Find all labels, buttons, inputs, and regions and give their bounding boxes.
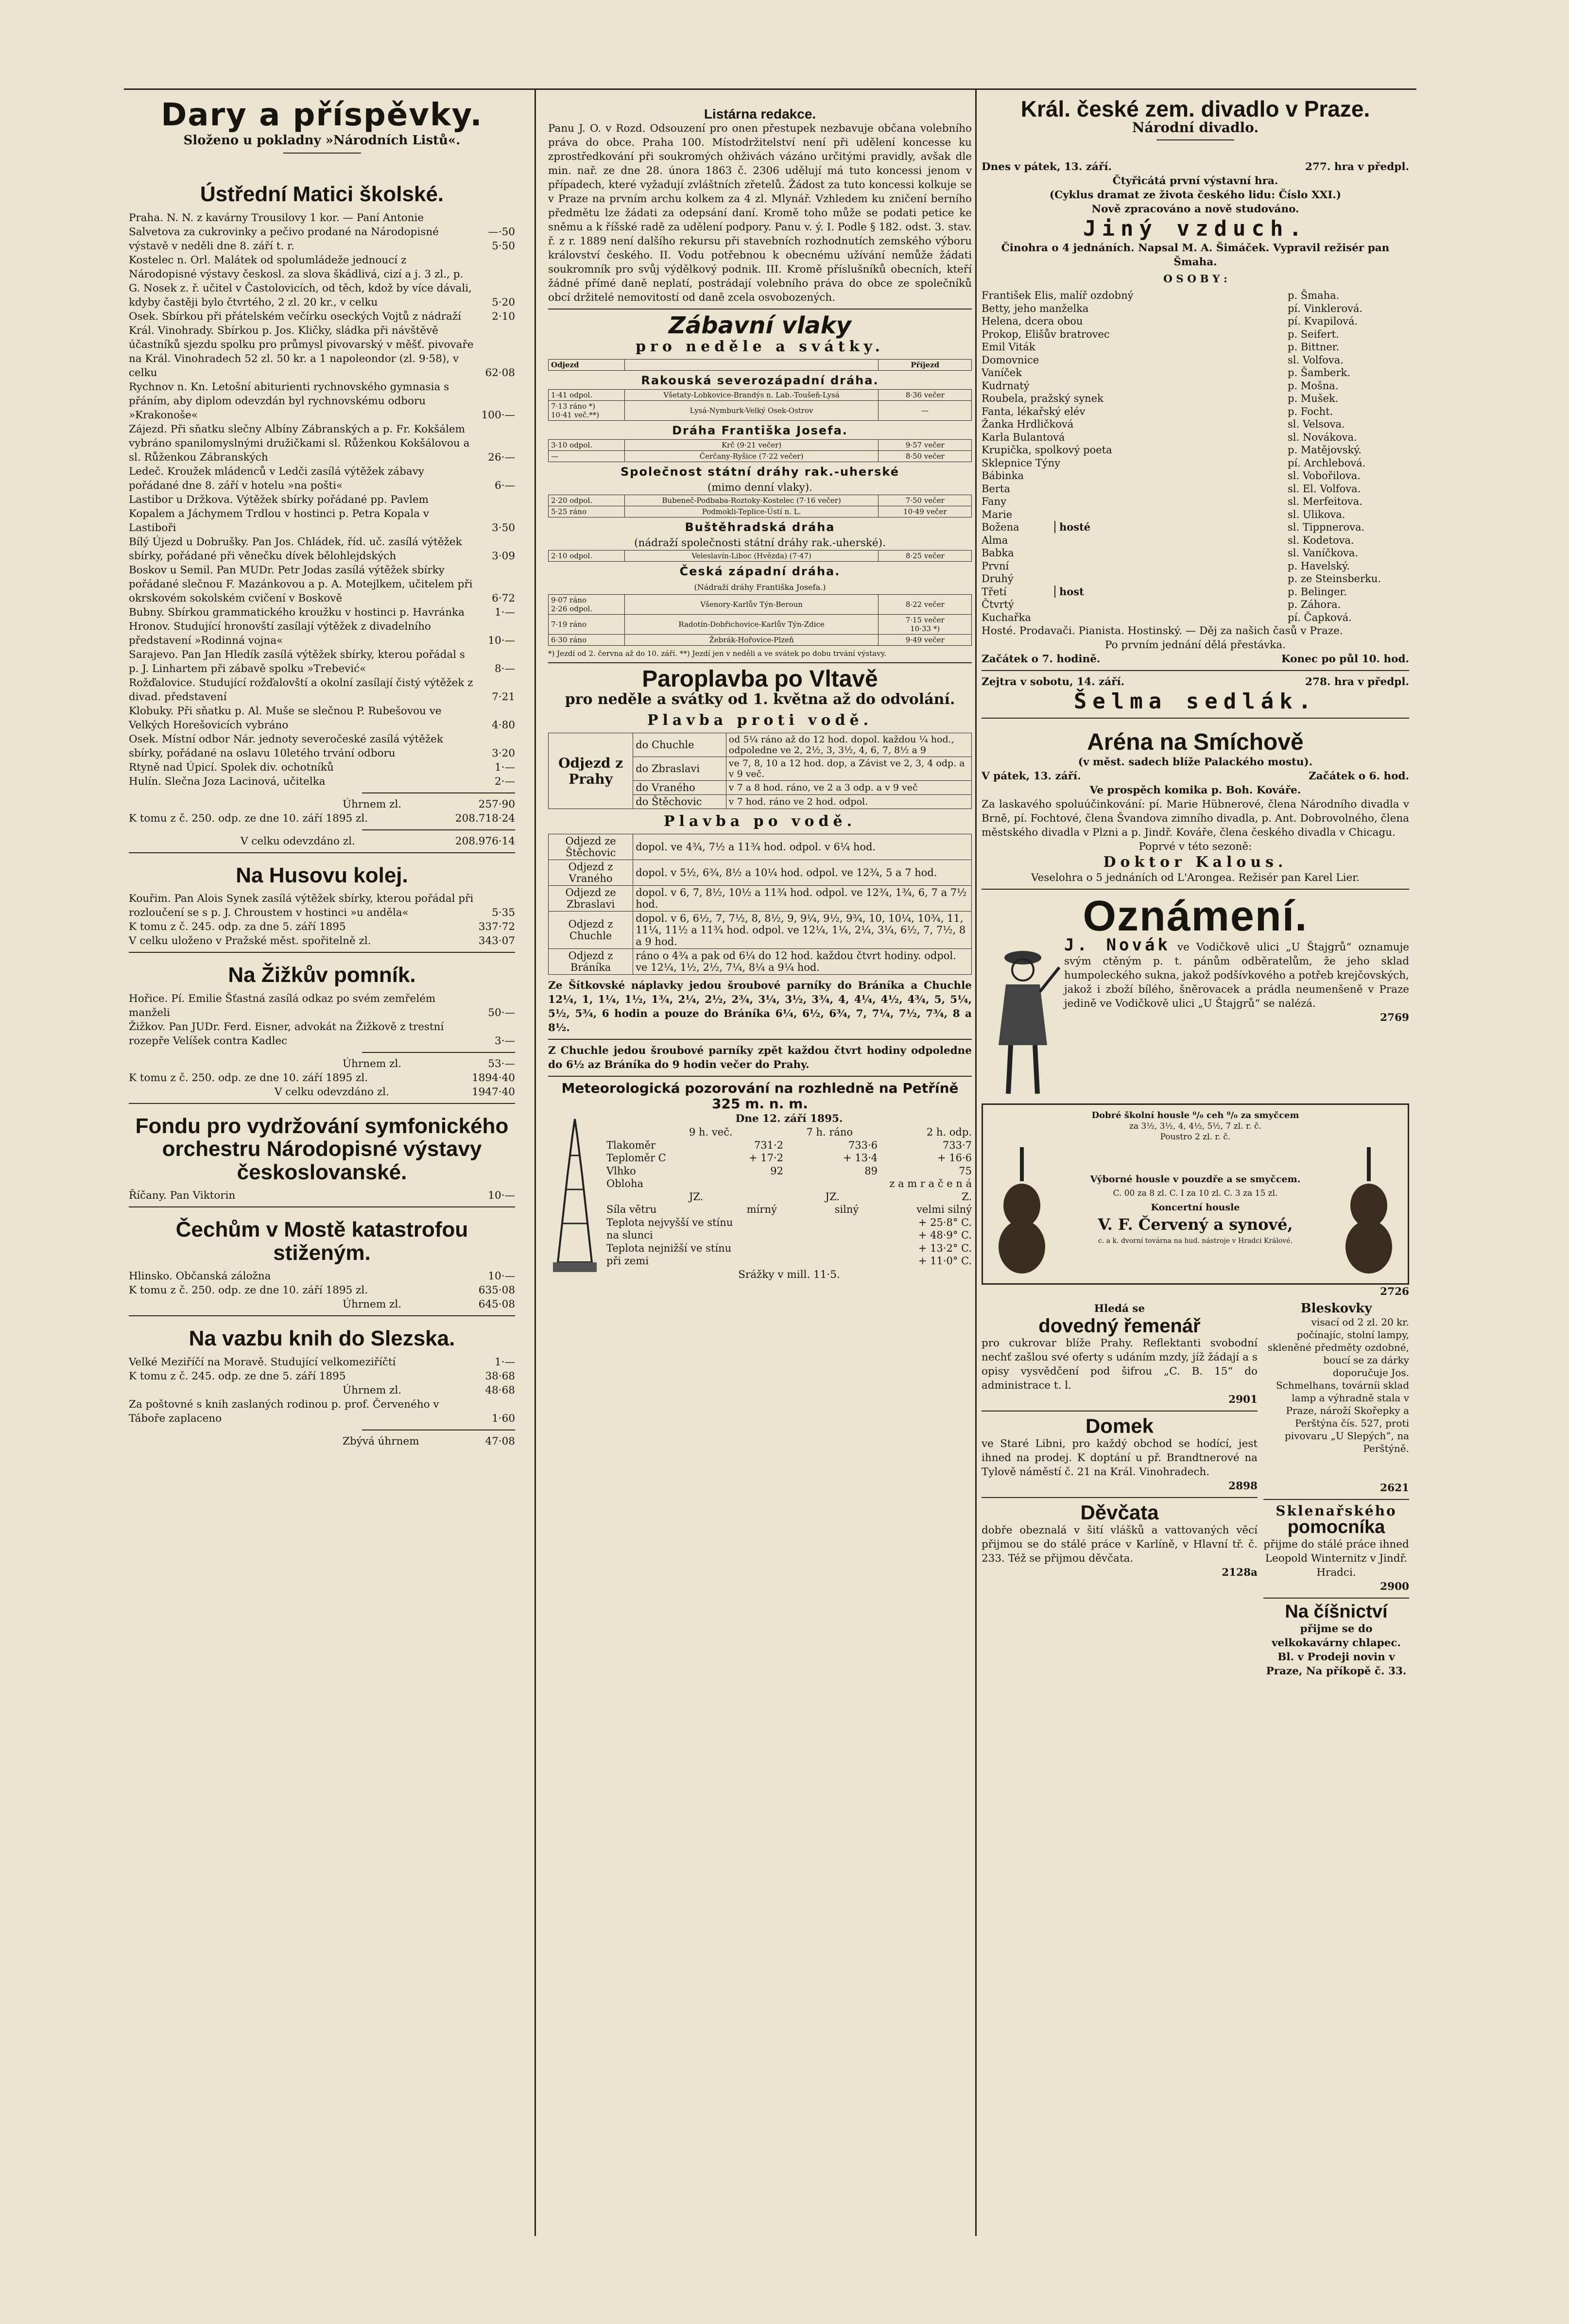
column-theatre: [982, 92, 1409, 1678]
lamp-image: [1263, 1316, 1267, 1481]
farmer-image: [982, 938, 1064, 1099]
play-cycle: (Cyklus dramat ze života českého lidu: Číslo XXI.): [1049, 189, 1342, 202]
tomorrow-line: Zejtra v sobotu, 14. září. 278. hra v předpl.: [982, 676, 1409, 689]
cast-row: Marie sl. Ulikova.: [982, 508, 1345, 520]
donation-row: Klobuky. Při sňatku p. Al. Muše se slečnou P. Rubešovou ve Velkých Horešovicích vybráno 4·80: [129, 705, 515, 731]
rail-note: *) Jezdí od 2. června až do 10. září. **) Jezdí jen v neděli a ve svátek po dobu trvání výstavy.: [548, 649, 886, 658]
rail-table: [548, 594, 972, 646]
plavba-down-heading: Plavba po vodě.: [663, 813, 857, 830]
play-new: Nově zpracováno a nově studováno.: [982, 202, 1409, 216]
vlaky-subtitle: pro neděle a svátky.: [636, 338, 884, 355]
table-row: 1·41 odpol. Všetaty-Lobkovice-Brandýs n. Lab.-Toušeň-Lysá 8·36 večer: [549, 389, 972, 400]
donation-row: Žižkov. Pan JUDr. Ferd. Eisner, advokát na Žižkově z trestní rozepře Velíšek contra Kadlec 3·—: [129, 1020, 515, 1047]
ads-heading: Oznámení.: [1083, 891, 1308, 940]
donation-row: Hořice. Pí. Emilie Šťastná zasílá odkaz po svém zemřelém manželi 50·—: [129, 992, 515, 1019]
upstream-table: [548, 733, 972, 809]
ad-text: visací od 2 zl. 20 kr. počínajíc, stolní lampy, skleněné předměty ozdobné, boucí se za dárky doporučuje Jos. Schmelhans, továrníi sklad lamp a výhradně stala v Praze, nároží Skořepky a Perštýna čís. 527, proti pivovaru „U Slepých“, na Perštýně.: [1267, 1316, 1409, 1455]
most-list: [129, 1269, 515, 1283]
cast-row: Domovnice sl. Volfova.: [982, 354, 1344, 366]
total-row: Zbývá úhrnem 47·08: [343, 1435, 515, 1447]
total-row: V celku uloženo v Pražské měst. spořitelně zl. 343·07: [129, 935, 515, 947]
ad-text: ve Staré Libni, pro každý obchod se hodící, jest ihned na prodej. K doptání u př. Brandtnerové na Tylově náměstí č. 21 na Král. Vinohradech.: [982, 1438, 1258, 1479]
divider: [982, 1411, 1258, 1412]
rail-table: [548, 495, 972, 517]
ad-number: 2726: [1380, 1286, 1409, 1298]
cast-row: Bábinka sl. Vobořilova.: [982, 470, 1361, 482]
divider: [1156, 139, 1234, 140]
ad-heading: dovedný řemenář: [1038, 1315, 1201, 1337]
slezsko-list: [129, 1355, 515, 1369]
host-label: host: [1054, 585, 1084, 598]
cast-note: Hosté. Prodavači. Pianista. Hostinský. — Děj za našich časů v Praze.: [982, 625, 1343, 637]
section-heading-zizka: Na Žižkův pomník.: [228, 963, 416, 987]
donation-row: Rtyně nad Úpicí. Spolek div. ochotníků 1·—: [129, 761, 515, 774]
meteo-row: Síla větru mírný silný velmi silný: [606, 1204, 972, 1216]
intermission: Po prvním jednání dělá přestávka.: [1105, 639, 1286, 652]
violin-ad: [982, 1103, 1409, 1285]
divider: [129, 1315, 515, 1316]
donation-row: Zájezd. Při sňatku slečny Albíny Zábranských a p. Fr. Kokšálem vybráno spanilomyslnými družičkami sl. Růženkou Kokšálovou a sl. Růženkou Zábranských 26·—: [129, 423, 515, 464]
cast-row: František Elis, malíř ozdobný p. Šmaha.: [982, 290, 1340, 302]
rail-subheading: (mimo denní vlaky).: [707, 481, 812, 494]
donation-row: Velké Meziříčí na Moravě. Studující velkomeziříčtí 1·—: [129, 1356, 515, 1368]
donation-row: Rožďalovice. Studující rožďalovští a okolní zasílají čistý výtěžek z divad. představení 7·21: [129, 676, 515, 703]
meteo-row: Vlhko 92 89 75: [606, 1165, 972, 1177]
cast-row: Betty, jeho manželka pí. Vinklerová.: [982, 302, 1363, 314]
paroplavba-heading: Paroplavba po Vltavě: [642, 666, 878, 692]
table-row: 7·19 ráno Radotín-Dobřichovice-Karlův Týn-Zdice 7·15 večer 10·33 *): [549, 614, 972, 634]
total-row: K tomu z č. 245. odp. ze dne 5. září 1895 38·68: [129, 1370, 515, 1382]
donation-row: Bubny. Sbírkou grammatického kroužku v hostinci p. Havránka 1·—: [129, 606, 515, 619]
divider: [362, 792, 515, 793]
violin-ad-line: Výborné housle v pouzdře a se smyčcem.: [1090, 1174, 1301, 1185]
cast-row: Berta sl. El. Volfova.: [982, 482, 1361, 495]
arena-benefit: Ve prospěch komika p. Boh. Kováře.: [1089, 784, 1301, 796]
ad-heading: Hledá se: [1094, 1303, 1145, 1315]
divider: [548, 1076, 972, 1077]
novak-ad: [982, 935, 1410, 1099]
donation-row: Ledeč. Kroužek mládenců v Ledči zasílá výtěžek zábavy pořádané dne 8. září v hotelu »na pošti« 6·—: [129, 465, 515, 492]
donation-row: Sarajevo. Pan Jan Hledík zasílá výtěžek sbírky, kterou pořádal s p. J. Linhartem při zábavě spolku »Trebević« 8·—: [129, 648, 515, 675]
classified-ads: [982, 1302, 1409, 1678]
rail-heading: Dráha Františka Josefa.: [672, 423, 848, 437]
vlaky-heading: Zábavní vlaky: [669, 312, 851, 340]
cast-row: Krupička, spolkový poeta p. Matějovský.: [982, 444, 1362, 456]
donation-row: Kouřim. Pan Alois Synek zasílá výtěžek sbírky, kterou pořádal při rozloučení se s p. J. Chroustem v hostinci »u anděla« 5·35: [129, 893, 515, 919]
divider: [1263, 1598, 1409, 1599]
donation-row: Hulín. Slečna Joza Lacinová, učitelka 2·—: [129, 775, 515, 788]
listarna-heading: Listárna redakce.: [704, 106, 816, 121]
hus-list: [129, 892, 515, 920]
rail-heading: Buštěhradská dráha: [685, 520, 835, 534]
cast-row: Babka sl. Vaníčkova.: [982, 547, 1359, 559]
donations-title: Dary a příspěvky.: [161, 97, 483, 133]
table-row: Odjezd z Chuchle dopol. v 6, 6¹⁄₂, 7, 7¹⁄₂, 8, 8¹⁄₂, 9, 9¹⁄₄, 9¹⁄₂, 9³⁄₄, 10, 10¹⁄₄, 10³⁄₄, 11, 11¹⁄₄, 11¹⁄₂ a 11³⁄₄ hod. odpol. ve 12¹⁄₄, 1¹⁄₄, 2¹⁄₄, 3¹⁄₄, 6¹⁄₂, 7, 7¹⁄₂, 8 a 9 hod.: [549, 912, 972, 949]
cast-row: První p. Havelský.: [982, 560, 1350, 572]
ad-heading: Na číšnictví: [1285, 1601, 1388, 1622]
cast-row: Emil Viták p. Bittner.: [982, 341, 1340, 353]
section-heading-most: Čechům v Mostě katastrofou stiženým.: [175, 1218, 468, 1265]
rail-heading: Rakouská severozápadní dráha.: [641, 373, 879, 387]
meteo-date: Dne 12. září 1895.: [735, 1113, 843, 1125]
cast-row: Žanka Hrdličková sl. Velsova.: [982, 418, 1345, 430]
vlaky-header-table: Odjezd Příjezd: [548, 359, 972, 371]
ad-number: 2128a: [1222, 1567, 1258, 1579]
column-notices: [548, 92, 972, 1282]
donation-row: Král. Vinohrady. Sbírkou p. Jos. Kličky, sládka při návštěvě účastníků sjezdu spolku pro průmysl pivovarský v měšť. pivovaře na Král. Vinohradech 52 zl. 50 kr. a 1 napoleondor (zl. 9·58), v celku 62·08: [129, 324, 515, 379]
meteo-row: Teploměr C + 17·2 + 13·4 + 16·6: [606, 1152, 972, 1164]
arena-play: Doktor Kalous.: [1103, 853, 1288, 871]
divider: [362, 1429, 515, 1430]
table-row: Odjezd z Prahy do Chuchle od 5¼ ráno až do 12 hod. dopol. každou ¼ hod., odpoledne ve 2, 2½, 3, 3½, 4, 6, 7, 8½ a 9: [549, 733, 972, 757]
hoste-label: hosté: [1054, 521, 1090, 533]
table-row: 3·10 odpol. Krč (9·21 večer) 9·57 večer: [549, 439, 972, 450]
matice-list: [129, 211, 515, 789]
table-row: do Vraného v 7 a 8 hod. ráno, ve 2 a 3 odp. a v 9 več: [549, 781, 972, 795]
cast-row: Roubela, pražský synek p. Mušek.: [982, 393, 1339, 405]
play-subtitle: Činohra o 4 jednáních. Napsal M. A. Šimáček. Vypravil režisér pan Šmaha.: [1001, 242, 1390, 269]
novak-text: J. Novák ve Vodičkově ulici „U Štajgrů“ oznamuje svým ctěným p. t. pánům odběratelům, že jeho sklad humpoleckého sukna, jakož podšívkového a potřeb krejčovských, jakož i zboží bílého, šněrovacek a prádla neumenšeně v Praze jedině ve Vodičkově ulici „U Štajgrů“ se nalézá.: [1064, 935, 1410, 1010]
table-row: 2·10 odpol. Veleslavín-Liboc (Hvězda) (7·47) 8·25 večer: [549, 550, 972, 561]
meteo-heading: Meteorologická pozorování na rozhledně na Petříně 325 m. n. m.: [561, 1080, 959, 1112]
table-row: 9·07 ráno 2·26 odpol. Všenory-Karlův Týn-Beroun 8·22 večer: [549, 594, 972, 614]
total-row: K tomu z č. 250. odp. ze dne 10. září 1895 zl. 635·08: [129, 1284, 515, 1297]
rail-heading: Společnost státní dráhy rak.-uherské: [621, 465, 899, 479]
tomorrow-play: Šelma sedlák.: [1073, 689, 1317, 714]
play-note: Čtyřicátá první výstavní hra.: [1112, 175, 1278, 188]
section-heading-hus: Na Husovu kolej.: [236, 863, 408, 887]
meteo-row: Teplota nejvyšší ve stínu + 25·8° C.: [606, 1216, 972, 1228]
divider: [548, 662, 972, 663]
divider: [982, 718, 1409, 719]
donations-subtitle: Složeno u pokladny »Národních Listů«.: [183, 133, 461, 148]
section-heading-fond: Fondu pro vydržování symfonického orchestru Národopisné výstavy českoslovanské.: [135, 1114, 509, 1184]
donation-row: Praha. N. N. z kavárny Trousilovy 1 kor. — Paní Antonie Salvetova za cukrovinky a pečivo prodané na Národopisné výstavě v neděli dne 8. září t. r. —·50 5·50: [129, 211, 515, 252]
ad-text: přijme se do velkokavárny chlapec. Bl. v Prodeji novin v Praze, Na příkopě č. 33.: [1266, 1622, 1407, 1677]
total-row: V celku odevzdáno zl. 208.976·14: [241, 835, 515, 847]
table-row: do Štěchovic v 7 hod. ráno ve 2 hod. odpol.: [549, 795, 972, 809]
donation-row: Hronov. Studující hronovští zasílají výtěžek z divadelního představení »Rodinná vojna« 10·—: [129, 620, 515, 647]
table-row: do Zbraslavi ve 7, 8, 10 a 12 hod. dop, a Závist ve 2, 3, 4 odp. a v 9 več.: [549, 757, 972, 781]
cast-row: Prokop, Elišův bratrovec p. Seifert.: [982, 328, 1339, 340]
arena-subtitle: (v měst. sadech blíže Palackého mostu).: [1078, 756, 1313, 768]
ad-text: přijme do stálé práce ihned Leopold Winternitz v Jindř. Hradci.: [1263, 1538, 1409, 1579]
arena-first: Poprvé v této sezoně:: [1138, 840, 1252, 853]
meteo-row: Teplota nejnižší ve stínu + 13·2° C.: [606, 1242, 972, 1254]
cast-row: Fanta, lékařský elév p. Focht.: [982, 405, 1333, 417]
divider: [129, 1206, 515, 1207]
downstream-table: [548, 834, 972, 975]
table-row: Odjezd z Bráníka ráno o 4³⁄₄ a pak od 6¹⁄₄ do 12 hod. každou čtvrt hodiny. odpol. ve 12¹⁄₄, 1¹⁄₂, 2¹⁄₂, 7¹⁄₄, 8¹⁄₄ a 9¹⁄₄ hod.: [549, 949, 972, 975]
top-rule: [124, 88, 1416, 90]
donation-row: Bílý Újezd u Dobrušky. Pan Jos. Chládek, říd. uč. zasílá výtěžek sbírky, pořádané při věnečku dívek bělohlejdských 3·09: [129, 535, 515, 562]
cast-row: Čtvrtý p. Záhora.: [982, 599, 1341, 611]
divider: [362, 829, 515, 830]
rail-table: [548, 439, 972, 462]
meteo-row: Obloha z a m r a č e n á: [606, 1178, 972, 1190]
cast-row: Fany sl. Merfeitova.: [982, 496, 1362, 508]
violin-ad-line: Dobré školní housle ⁰/₀ ceh ⁰/₀ za smyčcem: [1091, 1110, 1299, 1121]
table-row: Odjezd ze Zbraslavi dopol. v 6, 7, 8¹⁄₂, 10¹⁄₂ a 11³⁄₄ hod. odpol. ve 12³⁄₄, 1³⁄₄, 6, 7 a 7¹⁄₂ hod.: [549, 886, 972, 912]
arena-date: V pátek, 13. září. Začátek o 6. hod.: [982, 770, 1409, 782]
divider: [982, 889, 1409, 890]
section-heading-matice: Ústřední Matici školské.: [200, 182, 444, 206]
table-row: Odjezd ze Štěchovic dopol. ve 4³⁄₄, 7¹⁄₂ a 11³⁄₄ hod. odpol. v 6¹⁄₄ hod.: [549, 834, 972, 860]
donation-row: Rychnov n. Kn. Letošní abiturienti rychnovského gymnasia s přáním, aby diplom odevzdán byl rychnovskému odboru »Krakonoše« 100·—: [129, 380, 515, 421]
cast-row: Druhý p. ze Steinsberku.: [982, 573, 1381, 585]
donation-row: Boskov u Semil. Pan MUDr. Petr Jodas zasílá výtěžek sbírky pořádané slečnou F. Mazánkovou a p. A. Motejlkem, učitelem při okrskovém sokolském cvičení v Boskově 6·72: [129, 564, 515, 604]
violin-ad-line: c. a k. dvorní továrna na hud. nástroje v Hradci Králové.: [1098, 1237, 1293, 1245]
meteo-srazky: Srážky v mill. 11·5.: [738, 1268, 840, 1281]
rail-heading: Česká západní dráha.: [679, 564, 841, 578]
divider: [129, 852, 515, 853]
rail-table: [548, 550, 972, 562]
total-row: Úhrnem zl. 257·90: [343, 798, 515, 810]
violin-ad-line: C. 00 za 8 zl. C. I za 10 zl. C. 3 za 15 zl.: [1113, 1188, 1278, 1199]
total-row: Za poštovné s knih zaslaných rodinou p. prof. Červeného v Táboře zaplaceno 1·60: [129, 1398, 515, 1425]
meteo-block: [548, 1112, 972, 1282]
cast-row: Helena, dcera obou pí. Kvapilová.: [982, 315, 1358, 327]
ad-heading: Děvčata: [1080, 1501, 1159, 1524]
divider: [1263, 1499, 1409, 1500]
violin-ad-line: V. F. Červený a synové,: [1098, 1215, 1293, 1234]
total-row: K tomu z č. 250. odp. ze dne 10. září 1895 zl. 208.718·24: [129, 812, 515, 825]
donation-row: Říčany. Pan Viktorin 10·—: [129, 1189, 515, 1202]
cast-row: Vaníček p. Šamberk.: [982, 367, 1350, 379]
zizka-list: [129, 992, 515, 1048]
total-row: Úhrnem zl. 48·68: [343, 1384, 515, 1396]
rail-subheading: (Nádraží dráhy Františka Josefa.): [694, 582, 826, 592]
ad-number: 2900: [1380, 1580, 1409, 1593]
arena-text: Za laskavého spoluúčinkování: pí. Marie Hübnerové, člena Národního divadla v Brně, pí. Fochtové, člena Švandova zimního divadla, p. Ant. Dobrovolného, člena městského divadla v Plzni a p. Jindř. Kováře, člena českého divadla v Chicagu.: [982, 798, 1409, 839]
divider: [982, 670, 1409, 671]
time-line: Začátek o 7. hodině. Konec po půl 10. hod.: [982, 653, 1409, 666]
column-donations: [129, 92, 515, 1448]
ad-text: pro cukrovar blíže Prahy. Reflektanti svobodní nechť zašlou své oferty s udáním mzdy, jíž žádají a s opisy vysvědčení pod šifrou „C. B. 15“ do administrace t. l.: [982, 1337, 1258, 1392]
divider: [129, 952, 515, 953]
divadlo-heading: Král. české zem. divadlo v Praze.: [1020, 96, 1370, 121]
violin-icon: [988, 1142, 1056, 1278]
column-divider-2: [975, 88, 977, 2236]
divider: [982, 1497, 1258, 1498]
donation-row: Hlinsko. Občanská záložna 10·—: [129, 1270, 515, 1283]
table-row: 7·13 ráno *) 10·41 več.**) Lysá-Nymburk-Velký Osek-Ostrov —: [549, 400, 972, 420]
rail-table: [548, 389, 972, 421]
violin-ad-line: Koncertní housle: [1151, 1202, 1240, 1213]
violin-icon: [1335, 1142, 1403, 1278]
donation-row: Kostelec n. Orl. Malátek od spolumládeže jednoucí z Národopisné výstavy českosl. za slova škádlivá, cizí a j. 3 zl., p. G. Nosek z. ř. učitel v Častolovicích, od těch, kdož by více dávali, kdyby častěji bylo čtvrtého, 2 zl. 20 kr., v celku 5·20: [129, 254, 515, 309]
ad-heading: Bleskovky: [1300, 1301, 1372, 1316]
total-row: V celku odevzdáno zl. 1947·40: [275, 1085, 515, 1098]
ad-number: 2621: [1380, 1482, 1409, 1495]
meteo-row: JZ. JZ. Z.: [689, 1190, 972, 1203]
plavba-up-heading: Plavba proti vodě.: [647, 712, 873, 729]
arena-heading: Aréna na Smíchově: [1087, 729, 1304, 756]
divider: [548, 1039, 972, 1040]
sitkov-text: Ze Šítkovské náplavky jedou šroubové parníky do Bráníka a Chuchle 12¹⁄₄, 1, 1¹⁄₄, 1¹⁄₂, 1³⁄₄, 2¹⁄₄, 2¹⁄₂, 2³⁄₄, 3¹⁄₄, 3¹⁄₂, 3³⁄₄, 4, 4¹⁄₄, 4¹⁄₂, 4³⁄₄, 5, 5¹⁄₄, 5¹⁄₂, 5³⁄₄, 6 hodin a pouze do Bráníka 6¹⁄₄, 6¹⁄₂, 6³⁄₄, 7, 7¹⁄₄, 7¹⁄₂, 7³⁄₄, 8 a 8¹⁄₂.: [548, 980, 972, 1034]
cast-row: Kudrnatý p. Mošna.: [982, 379, 1339, 392]
arena-play-sub: Veselohra o 5 jednáních od L'Arongea. Režisér pan Karel Lier.: [1031, 871, 1360, 884]
ad-heading: Domek: [1085, 1414, 1154, 1438]
ad-number: 2898: [1228, 1480, 1258, 1493]
tower-image: [548, 1117, 602, 1277]
ad-heading: pomocníka: [1287, 1517, 1385, 1538]
fond-list: [129, 1188, 515, 1203]
table-row: 6·30 ráno Žebrák-Hořovice-Plzeň 9·49 večer: [549, 634, 972, 645]
ad-number: 2769: [1380, 1012, 1409, 1024]
violin-ad-line: za 3⅟₂, 3¹⁄₂, 4, 4¹⁄₂, 5¹⁄₂, 7 zl. r. č.: [1129, 1121, 1261, 1132]
section-heading-slezsko: Na vazbu knih do Slezska.: [189, 1326, 455, 1351]
total-row: K tomu z č. 245. odp. za dne 5. září 1895 337·72: [129, 921, 515, 933]
donation-row: Lastibor u Držkova. Výtěžek sbírky pořádané pp. Pavlem Kopalem a Jáchymem Trdlou v hostinci p. Petra Kopala v Lastiboři 3·50: [129, 493, 515, 534]
play-title: Jiný vzduch.: [1083, 216, 1308, 241]
column-divider-1: [534, 88, 536, 2236]
divider: [362, 1052, 515, 1053]
total-row: K tomu z č. 250. odp. ze dne 10. září 1895 zl. 1894·40: [129, 1071, 515, 1084]
today-line: Dnes v pátek, 13. září. 277. hra v předpl.: [982, 161, 1409, 173]
meteo-hours: 9 h. več. 7 h. ráno 2 h. odp.: [689, 1126, 972, 1138]
cast-row: Sklepnice Týny pí. Archlebová.: [982, 457, 1366, 469]
table-row: — Čerčany-Ryšice (7·22 večer) 8·50 večer: [549, 450, 972, 462]
cast-row: Alma sl. Kodetova.: [982, 534, 1354, 546]
cast-row: Karla Bulantová sl. Novákova.: [982, 431, 1357, 443]
divider: [129, 1103, 515, 1104]
violin-ad-line: Poustro 2 zl. r. č.: [1160, 1132, 1231, 1142]
donation-row: Osek. Sbírkou při přátelském večírku oseckých Vojtů z nádraží 2·10: [129, 310, 515, 323]
donation-row: Osek. Místní odbor Nár. jednoty severočeské zasílá výtěžek sbírky, pořádané na oslavu 10letého trvání odboru 3·20: [129, 733, 515, 759]
total-row: Úhrnem zl. 645·08: [343, 1298, 515, 1311]
listarna-text: Panu J. O. v Rozd. Odsouzení pro onen přestupek nezbavuje občana volebního práva do obce. Praha 100. Místodržitelství není při udělení koncesse ku zprostředkování při soukromých ohživách vázáno určitými pravidly, avšak dle min. nař. ze dne 28. února 1863 č. 2306 udělují má tuto koncessi jenom v případech, které vyžadují zvláštních zřetelů. Žádost za tuto koncessi kolkuje se v Praze na prvním archu kolkem za 4 zl. Mlynář. Vzhledem ku zničení berního předmětu lze žádati za odepsání daní. Kromě toho může se podati petice ke sněmu a k říšské radě za udělení podpory. Panu v. ý. I. Podle § 182. odst. 3. stav. ř. z r. 1889 není dalšího rekursu při stavebních rozhodnutích zemského výboru království českého. II. Vodu potřebnou k obecnému užívání nemůže žádati soukromník pro svůj výdělkový podnik. III. Kromě příslušníků obecních, kteří žádné přímé daně neplatí, postrádají volebního práva do obce ze společníků obcí držitelé nemovitostí od daně zcela osvobozených.: [548, 122, 972, 304]
rail-subheading: (nádraží společnosti státní dráhy rak.-uherské).: [634, 536, 886, 549]
cast-row: Kuchařka pí. Čapková.: [982, 611, 1352, 623]
ad-number: 2901: [1228, 1394, 1258, 1406]
meteo-row: při zemi + 11·0° C.: [606, 1255, 972, 1267]
paroplavba-subtitle: pro neděle a svátky od 1. května až do odvolání.: [565, 691, 955, 708]
osoby-heading: O S O B Y :: [1163, 273, 1227, 286]
total-row: Úhrnem zl. 53·—: [343, 1057, 515, 1070]
ad-text: dobře obeznalá v šití vlášků a vattovaných věcí přijmou se do stálé práce v Karlíně, v Hlavní tř. č. 233. Též se přijmou děvčata.: [982, 1524, 1258, 1565]
table-row: 2·20 odpol. Bubeneč-Podbaba-Roztoky-Kostelec (7·16 večer) 7·50 večer: [549, 495, 972, 506]
divider: [283, 153, 361, 154]
meteo-row: na slunci + 48·9° C.: [606, 1229, 972, 1241]
divider: [548, 309, 972, 310]
table-row: 5·25 ráno Podmokli-Teplice-Ústí n. L. 10·49 večer: [549, 506, 972, 517]
divadlo-subtitle: Národní divadlo.: [1132, 120, 1259, 136]
cast-list: [982, 289, 1409, 624]
cast-row: Božena sl. Tippnerova.: [982, 521, 1365, 534]
meteo-row: Tlakoměr 731·2 733·6 733·7: [606, 1139, 972, 1151]
chuchle-text: Z Chuchle jedou šroubové parníky zpět každou čtvrt hodiny odpoledne do 6¹⁄₂ az Bráníka do 9 hodin večer do Prahy.: [548, 1045, 972, 1071]
ad-heading: Sklenařského: [1276, 1503, 1397, 1519]
table-row: Odjezd z Vraného dopol. v 5¹⁄₂, 6³⁄₄, 8¹⁄₂ a 10¹⁄₄ hod. odpol. ve 12³⁄₄, 5 a 7 hod.: [549, 860, 972, 886]
cast-row: Třetí p. Belinger.: [982, 585, 1347, 598]
